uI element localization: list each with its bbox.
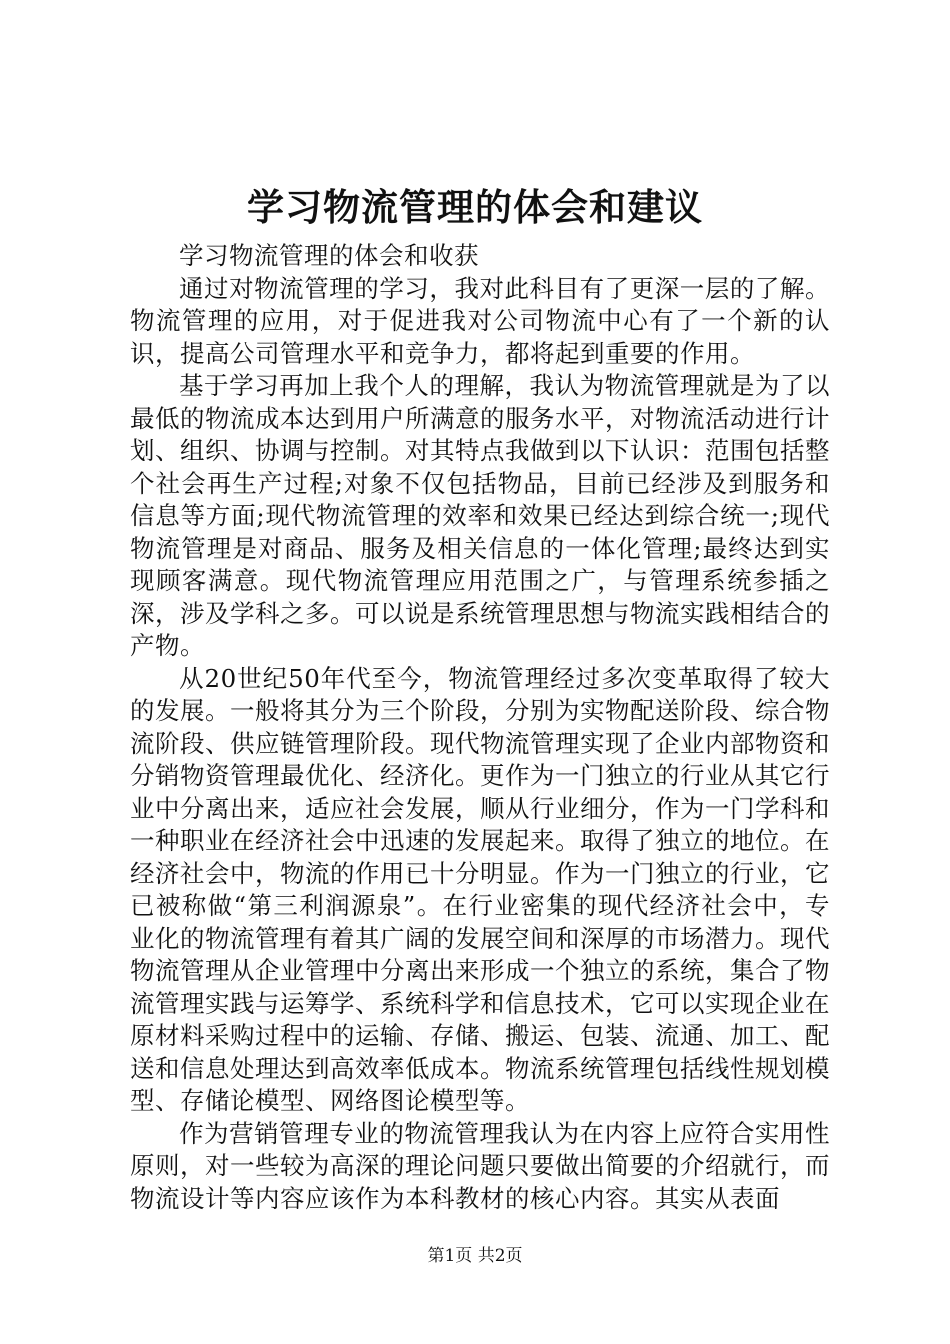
document-title: 学习物流管理的体会和建议 — [247, 186, 703, 229]
document-body — [130, 240, 830, 1215]
paragraph-1: 通过对物流管理的学习，我对此科目有了更深一层的了解。物流管理的应用，对于促进我对公司物流中心有了一个新的认识，提高公司管理水平和竞争力，都将起到重要的作用。 — [130, 273, 830, 368]
page-footer: 第1页 共2页 — [427, 1246, 523, 1266]
section-heading: 学习物流管理的体会和收获 — [179, 241, 479, 270]
paragraph-3: 从20世纪50年代至今，物流管理经过多次变革取得了较大的发展。一般将其分为三个阶段，分别为实物配送阶段、综合物流阶段、供应链管理阶段。现代物流管理实现了企业内部物资和分销物资管理最优化、经济化。更作为一门独立的行业从其它行业中分离出来，适应社会发展，顺从行业细分，作为一门学科和一种职业在经济社会中迅速的发展起来。取得了独立的地位。在经济社会中，物流的作用已十分明显。作为一门独立的行业，它已被称做“第三利润源泉”。在行业密集的现代经济社会中，专业化的物流管理有着其广阔的发展空间和深厚的市场潜力。现代物流管理从企业管理中分离出来形成一个独立的系统，集合了物流管理实践与运筹学、系统科学和信息技术，它可以实现企业在原材料采购过程中的运输、存储、搬运、包装、流通、加工、配送和信息处理达到高效率低成本。物流系统管理包括线性规划模型、存储论模型、网络图论模型等。 — [130, 663, 830, 1115]
paragraph-2: 基于学习再加上我个人的理解，我认为物流管理就是为了以最低的物流成本达到用户所满意的服务水平，对物流活动进行计划、组织、协调与控制。对其特点我做到以下认识：范围包括整个社会再生产过程;对象不仅包括物品，目前已经涉及到服务和信息等方面;现代物流管理的效率和效果已经达到综合统一;现代物流管理是对商品、服务及相关信息的一体化管理;最终达到实现顾客满意。现代物流管理应用范围之广，与管理系统参插之深，涉及学科之多。可以说是系统管理思想与物流实践相结合的产物。 — [130, 371, 830, 660]
paragraph-4: 作为营销管理专业的物流管理我认为在内容上应符合实用性原则，对一些较为高深的理论问题只要做出简要的介绍就行，而物流设计等内容应该作为本科教材的核心内容。其实从表面 — [130, 1118, 830, 1213]
